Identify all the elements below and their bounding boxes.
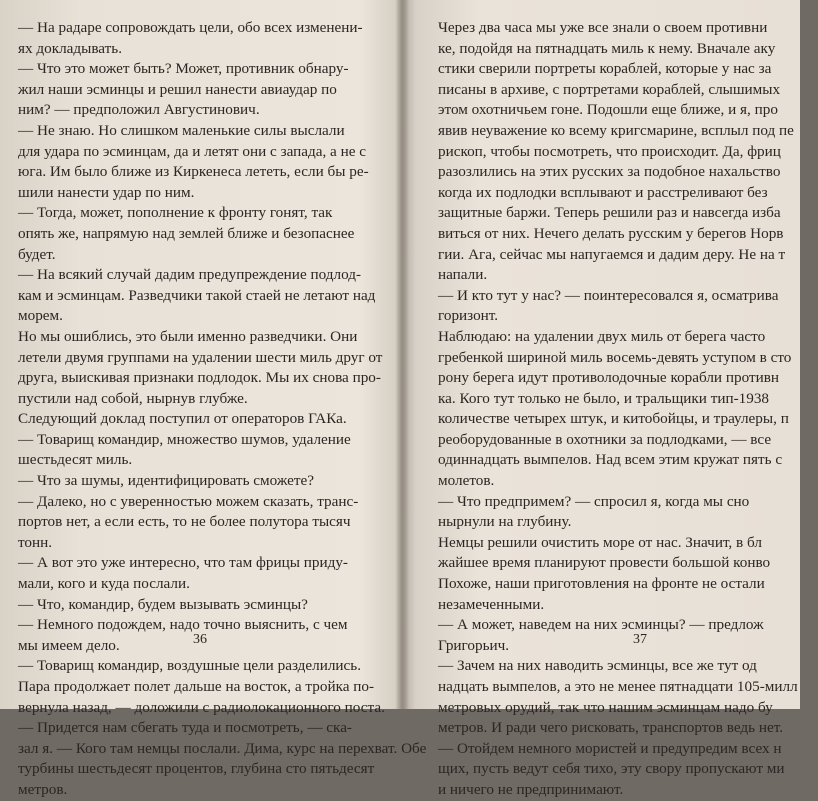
text-line: морем. [18, 307, 63, 325]
text-line: — Далеко, но с уверенностью можем сказать, транс- [18, 492, 359, 510]
text-line: зал я. — Кого там немцы послали. Дима, курс на перехват. Обе [18, 739, 427, 757]
text-line: — Не знаю. Но слишком маленькие силы выслали [18, 121, 345, 139]
text-line: — И кто тут у нас? — поинтересовался я, осматрива [438, 286, 779, 304]
text-line: виться от них. Нечего делать русским у берегов Норв [438, 224, 784, 242]
text-line: друга, выискивая признаки подлодок. Мы их снова про- [18, 369, 381, 387]
text-line: — А вот это уже интересно, что там фрицы приду- [18, 554, 348, 572]
text-line: молетов. [438, 472, 495, 490]
text-line: шили нанести удар по ним. [18, 183, 195, 201]
text-line: стики сверили портреты кораблей, которые у нас за [438, 60, 772, 78]
text-line: и ничего не предпринимают. [438, 780, 624, 798]
text-line: шестьдесят миль. [18, 451, 133, 469]
text-line: Через два часа мы уже все знали о своем противни [438, 19, 768, 36]
right-page-text [438, 18, 818, 801]
text-line: ях докладывать. [18, 39, 123, 57]
text-line: Пара продолжает полет дальше на восток, а тройка по- [18, 678, 375, 695]
text-line: мы имеем дело. [18, 636, 120, 654]
text-line: — Что это может быть? Может, противник обнару- [18, 60, 349, 78]
text-line: — Товарищ командир, воздушные цели разделились. [18, 657, 362, 675]
text-line: защитные баржи. Теперь решили раз и навсегда изба [438, 204, 781, 222]
text-line: нырнули на глубину. [438, 513, 572, 531]
text-line: ним? — предположил Августинович. [18, 101, 260, 119]
text-line: турбины шестьдесят процентов, глубина сто пятьдесят [18, 760, 375, 778]
text-line: жил наши эсминцы и решил нанести авиаудар по [18, 80, 337, 98]
text-line: вернула назад, — доложили с радиолокационного поста. [18, 698, 385, 716]
text-line: будет. [18, 245, 56, 263]
text-line: — Товарищ командир, множество шумов, удаление [18, 430, 351, 448]
text-line: — Придется нам сбегать туда и посмотреть, — ска- [18, 719, 352, 737]
text-line: метров. И ради чего рисковать, транспортов ведь нет. [438, 719, 784, 737]
text-line: Наблюдаю: на удалении двух миль от берега часто [438, 327, 766, 345]
text-line: количестве четырех штук, и китобойцы, и траулеры, п [438, 410, 789, 428]
text-line: щих, пусть ведут себя тихо, эту свору пропускают ми [438, 760, 785, 778]
text-line: — Отойдем немного мористей и предупредим всех н [438, 739, 782, 757]
text-line: портов нет, а если есть, то не более полутора тысяч [18, 513, 351, 531]
text-line: юга. Им было ближе из Киркенеса лететь, если бы ре- [18, 163, 369, 181]
text-line: незамеченными. [438, 595, 545, 613]
text-line: одиннадцать вымпелов. Над всем этим кружат пять с [438, 451, 783, 469]
text-line: реоборудованные в охотники за подлодками, — все [438, 430, 772, 448]
text-line: пустили над собой, нырнув глубже. [18, 389, 248, 407]
text-line: рископ, чтобы посмотреть, что происходит. Да, фриц [438, 142, 781, 160]
text-line: — Что предпримем? — спросил я, когда мы сно [438, 492, 750, 510]
text-line: — На всякий случай дадим предупреждение подлод- [18, 266, 362, 284]
text-line: гии. Ага, сейчас мы напугаемся и дадим деру. Не на т [438, 245, 786, 263]
text-line: напали. [438, 266, 488, 284]
text-line: явив неуважение ко всему кригсмарине, всплыл под пе [438, 121, 794, 139]
text-line: тонн. [18, 533, 53, 551]
text-line: разозлились на этих русских за подобное нахальство [438, 163, 781, 181]
text-line: мали, кого и куда послали. [18, 575, 190, 593]
text-line: летели двумя группами на удалении шести миль друг от [18, 348, 383, 366]
text-line: надцать вымпелов, а это не менее пятнадцати 105-милл [438, 678, 798, 695]
text-line: опять же, напрямую над землей ближе и безопаснее [18, 224, 355, 242]
text-line: рону берега идут противолодочные корабли противн [438, 369, 780, 387]
text-line: горизонт. [438, 307, 499, 325]
text-line: — Тогда, может, пополнение к фронту гонят, так [18, 204, 333, 222]
left-page-number: 36 [193, 632, 207, 647]
text-line: — А может, наведем на них эсминцы? — предлож [438, 616, 764, 634]
text-line: ке, подойдя на пятнадцать миль к нему. Вначале аку [438, 39, 776, 57]
text-line: писаны в архиве, с портретами кораблей, слышимых [438, 80, 781, 98]
text-line: когда их подлодки всплывают и расстреливают без [438, 183, 768, 201]
right-page-number: 37 [633, 632, 647, 647]
book-gutter [395, 0, 409, 709]
text-line: — Немного подождем, надо точно выяснить, с чем [18, 616, 348, 634]
right-page [409, 0, 800, 798]
text-line: — Зачем на них наводить эсминцы, все же тут од [438, 657, 757, 675]
text-line: Похоже, наши приготовления на фронте не остали [438, 575, 765, 593]
text-line: Следующий доклад поступил от операторов ГАКа. [18, 410, 347, 428]
text-line: жайшее время планируют провести большой конво [438, 554, 771, 572]
text-line: этом охотничьем гоне. Подошли еще ближе, и я, про [438, 101, 778, 119]
text-line: метров. [18, 780, 68, 798]
text-line: Немцы решили очистить море от нас. Значит, в бл [438, 533, 762, 551]
text-line: метровых орудий, так что нашим эсминцам надо бу [438, 698, 773, 716]
text-line: — На радаре сопровождать цели, обо всех изменени- [18, 19, 363, 36]
text-line: гребенкой шириной миль восемь-девять уступом в сто [438, 348, 792, 366]
text-line: для удара по эсминцам, да и летят они с запада, а не с [18, 142, 367, 160]
text-line: Григорьич. [438, 636, 510, 654]
text-line: ка. Кого тут только не было, и тральщики тип-1938 [438, 389, 770, 407]
text-line: Но мы ошиблись, это были именно разведчики. Они [18, 327, 358, 345]
text-line: — Что за шумы, идентифицировать сможете? [18, 472, 315, 490]
text-line: — Что, командир, будем вызывать эсминцы? [18, 595, 308, 613]
left-page-text [18, 18, 427, 801]
text-line: кам и эсминцам. Разведчики такой стаей не летают над [18, 286, 376, 304]
